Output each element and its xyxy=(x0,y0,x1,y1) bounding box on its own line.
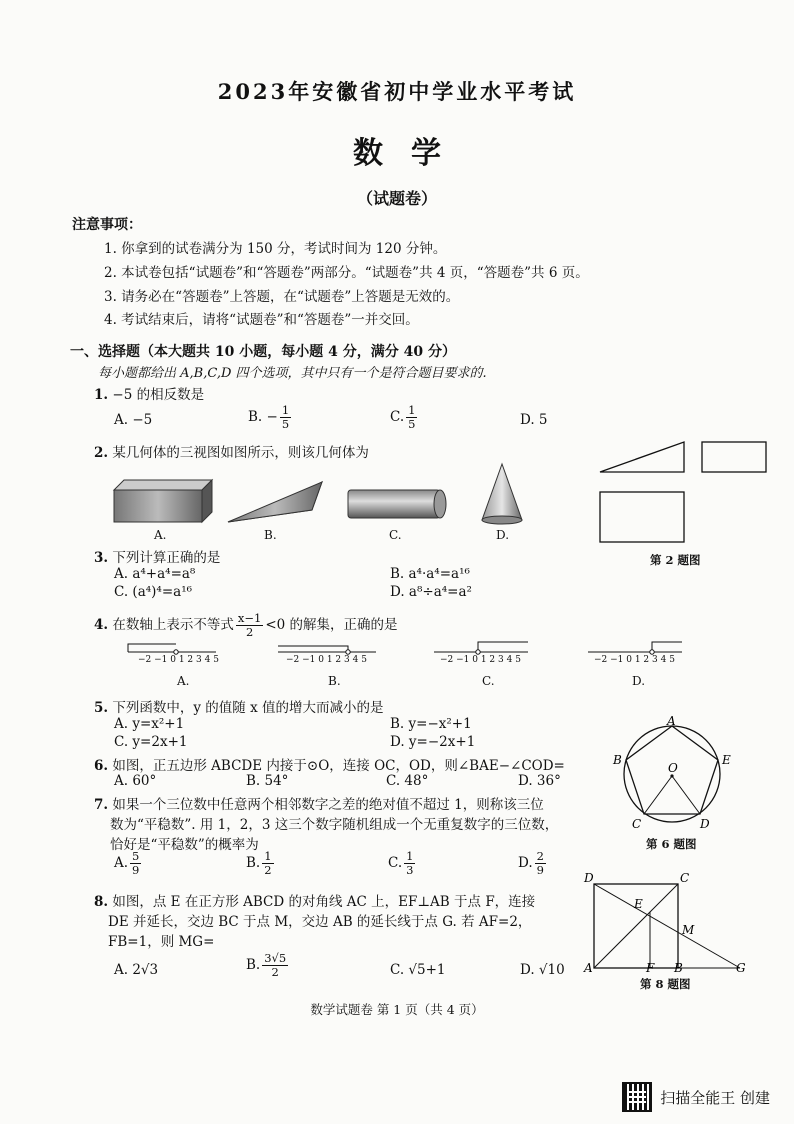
option-a: A. 60° xyxy=(114,773,157,789)
question-number: 6. xyxy=(94,758,109,774)
option-a: A. −5 xyxy=(114,412,153,428)
denominator: 9 xyxy=(536,863,544,877)
exam-title: 2023年安徽省初中学业水平考试 xyxy=(217,79,577,104)
option-d: D. y=−2x+1 xyxy=(390,734,476,750)
q2-three-views xyxy=(592,438,776,548)
solid-label-b: B. xyxy=(264,528,277,542)
solid-b-wedge xyxy=(228,482,322,522)
notice-item: 2. 本试卷包括“试题卷”和“答题卷”两部分。“试题卷”共 4 页，“答题卷”共 6 页。 xyxy=(104,265,589,281)
point-label-c: C xyxy=(632,817,642,831)
number-line-label-a: A. xyxy=(177,674,190,688)
number-line-c xyxy=(434,642,528,654)
fraction xyxy=(280,404,291,431)
numerator: 1 xyxy=(281,403,290,417)
option-b xyxy=(246,952,290,979)
number-line-a xyxy=(128,644,216,654)
option-label: C. xyxy=(390,409,405,425)
option-c xyxy=(390,404,419,431)
point-label-b: B xyxy=(674,961,683,975)
solid-c-cylinder xyxy=(348,490,446,518)
solid-label-d: D. xyxy=(496,528,510,542)
section-description: 每小题都给出 A,B,C,D 四个选项，其中只有一个是符合题目要求的. xyxy=(98,366,487,381)
point-label-g: G xyxy=(736,961,746,975)
question-stem-line: 恰好是“平稳数”的概率为 xyxy=(110,837,259,853)
question-number: 8. xyxy=(94,894,109,910)
question-number: 2. xyxy=(94,445,109,461)
question-6 xyxy=(94,754,565,774)
option-c: C. (a⁴)⁴=a¹⁶ xyxy=(114,584,193,600)
segment-oc xyxy=(644,776,672,814)
question-stem: 如图，正五边形 ABCDE 内接于⊙O，连接 OC，OD，则∠BAE−∠COD= xyxy=(112,758,565,774)
number-line-d xyxy=(588,642,682,654)
question-stem-line: 如果一个三位数中任意两个相邻数字之差的绝对值不超过 1，则称该三位 xyxy=(112,797,544,813)
option-c: C. y=2x+1 xyxy=(114,734,188,750)
option-d: D. √10 xyxy=(520,962,565,978)
q4-number-lines xyxy=(126,638,686,670)
point-label-d: D xyxy=(700,817,710,831)
inequality-fraction xyxy=(236,612,263,639)
notice-item: 1. 你拿到的试卷满分为 150 分，考试时间为 120 分钟。 xyxy=(104,241,447,257)
axis-ticks-a: −2 −1 0 1 2 3 4 5 xyxy=(138,655,219,665)
option-d: D. 36° xyxy=(518,773,561,789)
axis-ticks-b: −2 −1 0 1 2 3 4 5 xyxy=(286,655,367,665)
qr-code-icon xyxy=(622,1082,652,1112)
top-view-rect xyxy=(600,492,684,542)
question-7 xyxy=(94,793,544,813)
option-b xyxy=(246,850,276,877)
option-label: D. xyxy=(518,855,533,871)
section-heading: 一、选择题（本大题共 10 小题，每小题 4 分，满分 40 分） xyxy=(70,344,456,360)
notice-heading: 注意事项： xyxy=(72,217,142,233)
notice-item: 4. 考试结束后，请将“试题卷”和“答题卷”一并交回。 xyxy=(104,312,419,328)
fraction xyxy=(404,850,415,877)
point-label-c: C xyxy=(680,871,690,885)
question-stem: 在数轴上表示不等式 xyxy=(112,617,234,633)
point-label-d: D xyxy=(584,871,594,885)
question-stem-line: DE 并延长，交边 BC 于点 M，交边 AB 的延长线于点 G. 若 AF=2， xyxy=(108,914,532,930)
numerator: 1 xyxy=(406,849,414,863)
question-4 xyxy=(94,612,398,639)
option-b: B. a⁴·a⁴=a¹⁶ xyxy=(390,566,470,582)
figure-8-square xyxy=(580,868,750,976)
solid-label-c: C. xyxy=(389,528,402,542)
option-b: B. 54° xyxy=(246,773,289,789)
option-c: C. 48° xyxy=(386,773,429,789)
number-line-label-c: C. xyxy=(482,674,495,688)
question-number: 5. xyxy=(94,700,109,716)
notice-item: 3. 请务必在“答题卷”上答题，在“试题卷”上答题是无效的。 xyxy=(104,289,460,305)
numerator: 3√5 xyxy=(264,951,287,965)
fraction xyxy=(262,850,273,877)
fraction xyxy=(406,404,417,431)
option-b: B. y=−x²+1 xyxy=(390,716,472,732)
point-label-m: M xyxy=(682,923,695,937)
figure-8-caption: 第 8 题图 xyxy=(640,977,691,991)
question-stem-line: 数为“平稳数”. 用 1，2，3 这三个数字随机组成一个无重复数字的三位数， xyxy=(110,817,559,833)
question-1 xyxy=(94,383,204,403)
scanner-text: 扫描全能王 创建 xyxy=(660,1088,770,1107)
point-label-e: E xyxy=(634,897,643,911)
point-label-e: E xyxy=(722,753,731,767)
fraction xyxy=(262,952,288,979)
option-d xyxy=(518,850,548,877)
question-stem: 下列函数中，y 的值随 x 值的增大而减小的是 xyxy=(112,700,384,716)
fraction xyxy=(535,850,546,877)
paper-type: （试题卷） xyxy=(356,189,437,208)
point-label-b: B xyxy=(613,753,622,767)
numerator: x−1 xyxy=(237,611,262,625)
option-label: A. xyxy=(114,855,129,871)
axis-ticks-c: −2 −1 0 1 2 3 4 5 xyxy=(440,655,521,665)
question-5 xyxy=(94,696,384,716)
option-a: A. 2√3 xyxy=(114,962,159,978)
question-stem: −5 的相反数是 xyxy=(112,387,205,403)
side-view-rect xyxy=(702,442,766,472)
option-b xyxy=(248,404,293,431)
option-d: D. a⁸÷a⁴=a² xyxy=(390,584,472,600)
solid-label-a: A. xyxy=(154,528,167,542)
denominator: 2 xyxy=(245,625,254,639)
point-label-a: A xyxy=(584,961,593,975)
denominator: 2 xyxy=(271,965,279,979)
option-a: A. a⁴+a⁴=a⁸ xyxy=(114,566,196,582)
option-c xyxy=(388,850,417,877)
option-label: B. xyxy=(246,855,261,871)
denominator: 5 xyxy=(281,417,290,431)
solid-d-cone xyxy=(482,464,522,524)
denominator: 2 xyxy=(264,863,272,877)
denominator: 3 xyxy=(406,863,414,877)
option-label: B. xyxy=(246,957,261,973)
question-stem: 下列计算正确的是 xyxy=(112,550,221,566)
option-a xyxy=(114,850,143,877)
subject-title: 数学 xyxy=(353,136,469,171)
numerator: 5 xyxy=(132,849,140,863)
segment-od xyxy=(672,776,700,814)
front-view-triangle xyxy=(600,442,684,472)
question-8 xyxy=(94,890,535,910)
figure-6-pentagon xyxy=(610,716,740,834)
question-2 xyxy=(94,441,369,461)
option-a: A. y=x²+1 xyxy=(114,716,185,732)
question-stem-line: 如图，点 E 在正方形 ABCD 的对角线 AC 上，EF⊥AB 于点 F，连接 xyxy=(112,894,536,910)
solid-a-cuboid xyxy=(114,480,212,522)
denominator: 9 xyxy=(132,863,140,877)
option-d: D. 5 xyxy=(520,412,548,428)
question-3 xyxy=(94,546,220,566)
fraction xyxy=(130,850,141,877)
question-number: 4. xyxy=(94,617,109,633)
number-line-label-b: B. xyxy=(328,674,341,688)
figure-6-caption: 第 6 题图 xyxy=(646,837,697,851)
question-number: 3. xyxy=(94,550,109,566)
figure-2-caption: 第 2 题图 xyxy=(650,553,701,567)
number-line-label-d: D. xyxy=(632,674,646,688)
numerator: 1 xyxy=(408,403,416,417)
option-label: B. − xyxy=(248,409,278,425)
question-stem-line: FB=1，则 MG= xyxy=(108,934,215,950)
page-footer: 数学试题卷 第 1 页（共 4 页） xyxy=(310,1002,484,1017)
question-number: 7. xyxy=(94,797,109,813)
numerator: 2 xyxy=(536,849,544,863)
denominator: 5 xyxy=(408,417,416,431)
point-label-a: A xyxy=(667,716,676,728)
scanner-watermark xyxy=(622,1082,770,1112)
option-c: C. √5+1 xyxy=(390,962,446,978)
numerator: 1 xyxy=(264,849,272,863)
question-number: 1. xyxy=(94,387,109,403)
axis-ticks-d: −2 −1 0 1 2 3 4 5 xyxy=(594,655,675,665)
line-dg xyxy=(594,884,740,968)
number-line-b xyxy=(278,646,376,654)
question-stem: 某几何体的三视图如图所示，则该几何体为 xyxy=(112,445,369,461)
question-stem-tail: <0 的解集，正确的是 xyxy=(265,617,398,633)
option-label: C. xyxy=(388,855,403,871)
point-label-f: F xyxy=(646,961,655,975)
point-label-o: O xyxy=(668,761,678,775)
